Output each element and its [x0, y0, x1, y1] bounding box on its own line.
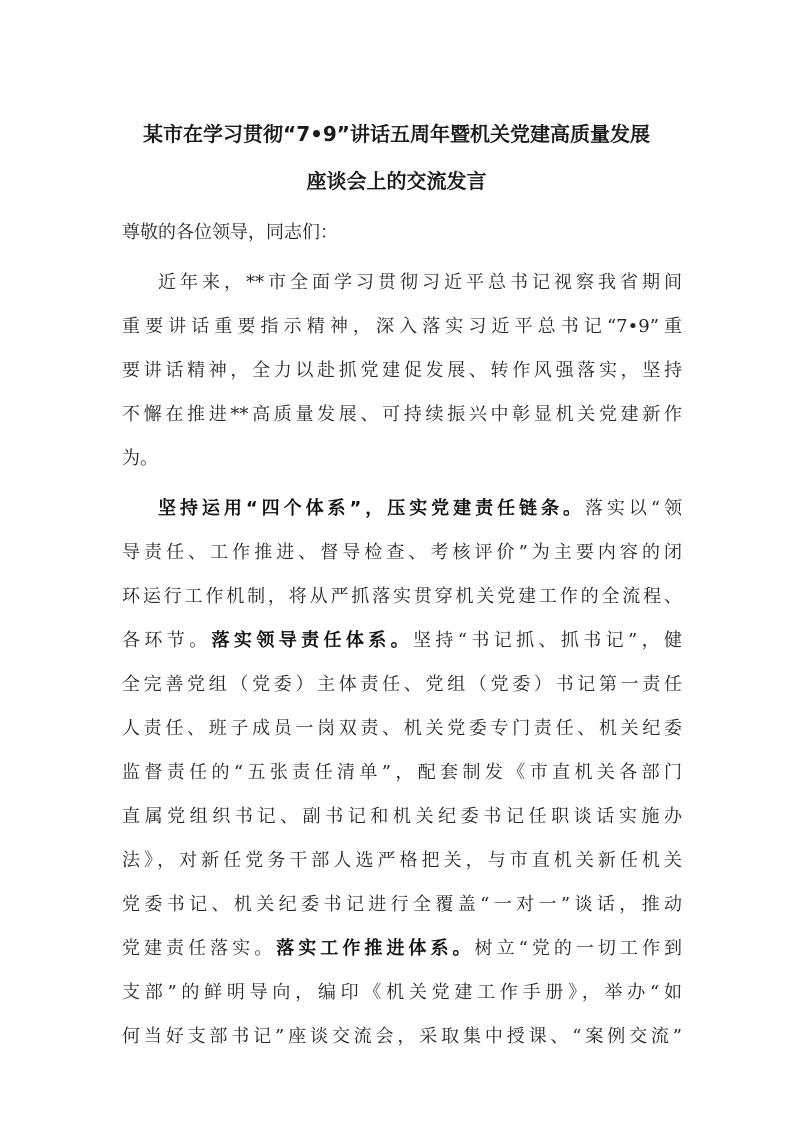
paragraph-2-line-1 — [122, 495, 682, 523]
paragraph-2-line-5: 全完善党组（党委）主体责任、党组（党委）书记第一责任 — [122, 674, 682, 695]
paragraph-2-line-4-rest: 坚持“书记抓、抓书记”，健 — [413, 630, 683, 651]
paragraph-2-line-10: 党委书记、机关纪委书记进行全覆盖“一对一”谈话，推动 — [122, 894, 682, 915]
paragraph-2-line-11-pre: 党建责任落实。 — [122, 938, 277, 959]
section-heading-four-systems: 坚持运用“四个体系”，压实党建责任链条。 — [158, 498, 585, 519]
paragraph-2-line-1-text: 落实以“领 — [584, 498, 682, 519]
paragraph-1-line-5: 为。 — [122, 448, 158, 469]
salutation: 尊敬的各位领导，同志们： — [122, 222, 338, 243]
paragraph-2-line-7: 监督责任的“五张责任清单”，配套制发《市直机关各部门 — [122, 762, 682, 783]
paragraph-2-line-9: 法》，对新任党务干部人选严格把关，与市直机关新任机关 — [122, 850, 682, 871]
paragraph-2-line-13: 何当好支部书记”座谈交流会，采取集中授课、“案例交流” — [122, 1026, 682, 1047]
paragraph-2-line-6: 人责任、班子成员一岗双责、机关党委专门责任、机关纪委 — [122, 718, 682, 739]
paragraph-2-line-12: 支部”的鲜明导向，编印《机关党建工作手册》，举办“如 — [122, 982, 682, 1003]
paragraph-2-line-3: 环运行工作机制，将从严抓落实贯穿机关党建工作的全流程、 — [122, 586, 682, 607]
subheading-leadership-responsibility: 落实领导责任体系。 — [211, 630, 413, 651]
paragraph-2-line-2: 导责任、工作推进、督导检查、考核评价”为主要内容的闭 — [122, 542, 682, 563]
paragraph-2-line-8: 直属党组织书记、副书记和机关纪委书记任职谈话实施办 — [122, 806, 682, 827]
paragraph-2-line-11-rest: 树立“党的一切工作到 — [474, 938, 683, 959]
paragraph-1-line-3: 要讲话精神，全力以赴抓党建促发展、转作风强落实，坚持 — [122, 360, 682, 381]
document-title-line-2: 座谈会上的交流发言 — [306, 169, 487, 193]
paragraph-2-line-4-pre: 各环节。 — [122, 630, 212, 651]
paragraph-1-line-2: 重要讲话重要指示精神，深入落实习近平总书记“7•9”重 — [122, 316, 682, 337]
paragraph-2-line-11 — [122, 935, 682, 963]
paragraph-2-line-4 — [122, 627, 682, 655]
paragraph-1-line-4: 不懈在推进**高质量发展、可持续振兴中彰显机关党建新作 — [122, 404, 682, 425]
paragraph-1-line-1: 近年来，**市全面学习贯彻习近平总书记视察我省期间 — [158, 272, 682, 293]
document-title-line-1: 某市在学习贯彻“7•9”讲话五周年暨机关党建高质量发展 — [143, 122, 650, 146]
subheading-work-promotion: 落实工作推进体系。 — [276, 938, 475, 959]
